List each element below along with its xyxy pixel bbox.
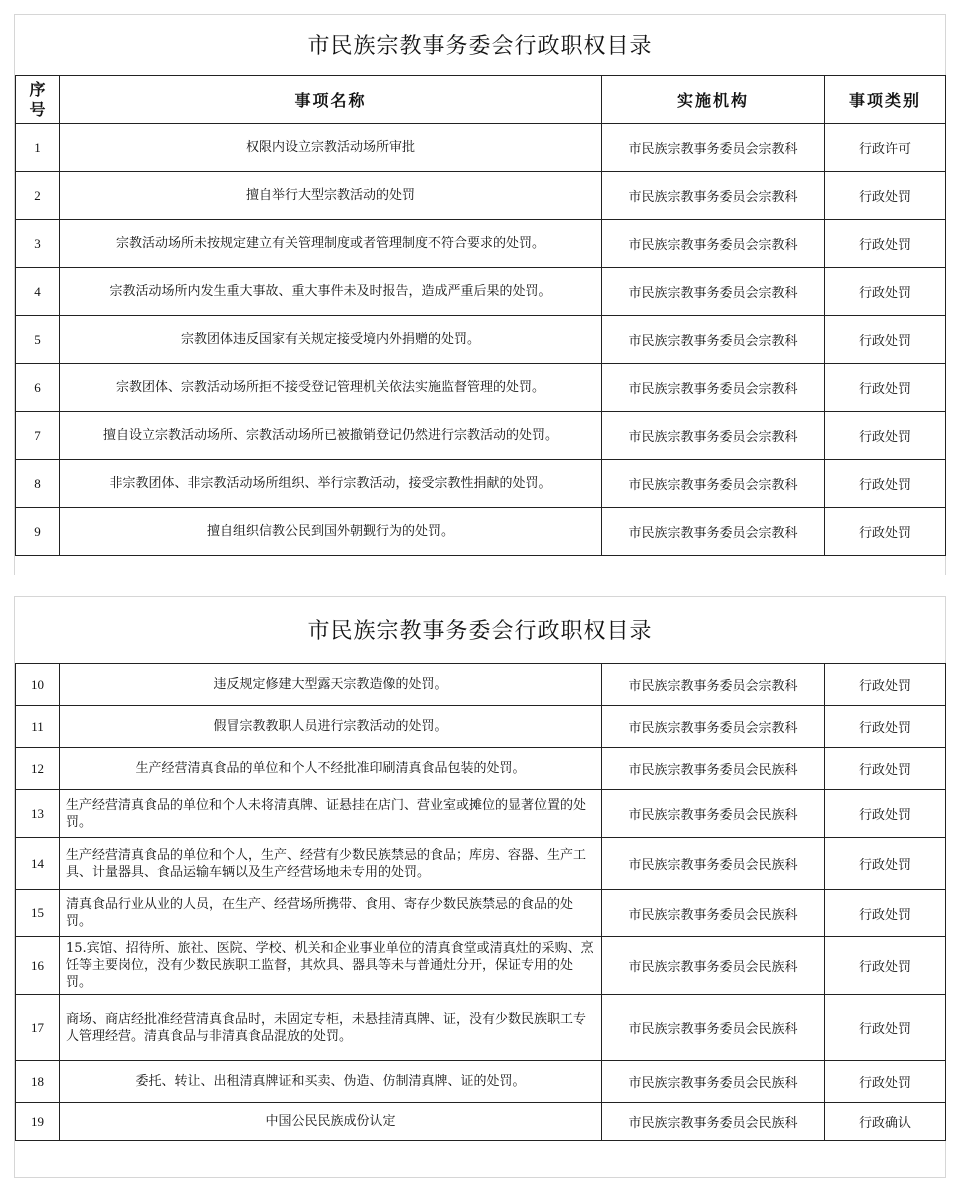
- row-number: 16: [16, 937, 60, 995]
- row-number: 17: [16, 995, 60, 1061]
- row-number: 18: [16, 1061, 60, 1103]
- row-number: 9: [16, 508, 60, 556]
- row-implementing-agency: 市民族宗教事务委员会宗教科: [602, 124, 825, 172]
- row-item-name: 擅自组织信教公民到国外朝觐行为的处罚。: [60, 508, 602, 556]
- row-implementing-agency: 市民族宗教事务委员会宗教科: [602, 316, 825, 364]
- table-row: [16, 838, 946, 890]
- row-implementing-agency: 市民族宗教事务委员会宗教科: [602, 220, 825, 268]
- table-row: [16, 220, 946, 268]
- row-number: 13: [16, 790, 60, 838]
- row-item-name: 宗教活动场所内发生重大事故、重大事件未及时报告，造成严重后果的处罚。: [60, 268, 602, 316]
- row-number: 1: [16, 124, 60, 172]
- row-item-category: 行政处罚: [825, 460, 946, 508]
- row-item-category: 行政处罚: [825, 220, 946, 268]
- table-row: [16, 1103, 946, 1141]
- row-number: 8: [16, 460, 60, 508]
- authority-table-1: [15, 75, 946, 556]
- row-item-name: 商场、商店经批准经营清真食品时，未固定专柜，未悬挂清真牌、证，没有少数民族职工专人管理经营。清真食品与非清真食品混放的处罚。: [60, 995, 602, 1061]
- row-number: 15: [16, 890, 60, 937]
- page-1: [14, 14, 946, 575]
- table-row: [16, 268, 946, 316]
- row-item-category: 行政处罚: [825, 664, 946, 706]
- row-number: 6: [16, 364, 60, 412]
- row-implementing-agency: 市民族宗教事务委员会宗教科: [602, 172, 825, 220]
- row-implementing-agency: 市民族宗教事务委员会宗教科: [602, 706, 825, 748]
- row-item-category: 行政处罚: [825, 937, 946, 995]
- row-item-name: 生产经营清真食品的单位和个人未将清真牌、证悬挂在店门、营业室或摊位的显著位置的处罚。: [60, 790, 602, 838]
- row-item-name: 生产经营清真食品的单位和个人，生产、经营有少数民族禁忌的食品；库房、容器、生产工具、计量器具、食品运输车辆以及生产经营场地未专用的处罚。: [60, 838, 602, 890]
- row-item-category: 行政处罚: [825, 838, 946, 890]
- row-item-category: 行政处罚: [825, 316, 946, 364]
- row-number: 19: [16, 1103, 60, 1141]
- row-item-name: 违反规定修建大型露天宗教造像的处罚。: [60, 664, 602, 706]
- table-row: [16, 748, 946, 790]
- row-implementing-agency: 市民族宗教事务委员会民族科: [602, 838, 825, 890]
- table-row: [16, 890, 946, 937]
- row-item-category: 行政处罚: [825, 890, 946, 937]
- table-row: [16, 124, 946, 172]
- row-item-category: 行政处罚: [825, 172, 946, 220]
- row-item-category: 行政处罚: [825, 1061, 946, 1103]
- row-implementing-agency: 市民族宗教事务委员会民族科: [602, 937, 825, 995]
- row-number: 5: [16, 316, 60, 364]
- authority-table-2: [15, 663, 946, 1141]
- row-item-category: 行政处罚: [825, 995, 946, 1061]
- row-item-category: 行政处罚: [825, 748, 946, 790]
- row-implementing-agency: 市民族宗教事务委员会民族科: [602, 995, 825, 1061]
- row-item-category: 行政处罚: [825, 706, 946, 748]
- table-row: [16, 172, 946, 220]
- table-row: [16, 412, 946, 460]
- row-item-name: 非宗教团体、非宗教活动场所组织、举行宗教活动，接受宗教性捐献的处罚。: [60, 460, 602, 508]
- row-number: 14: [16, 838, 60, 890]
- row-implementing-agency: 市民族宗教事务委员会民族科: [602, 790, 825, 838]
- row-item-name: 宗教团体违反国家有关规定接受境内外捐赠的处罚。: [60, 316, 602, 364]
- table-row: [16, 460, 946, 508]
- row-number: 3: [16, 220, 60, 268]
- row-item-name: 宗教团体、宗教活动场所拒不接受登记管理机关依法实施监督管理的处罚。: [60, 364, 602, 412]
- row-implementing-agency: 市民族宗教事务委员会宗教科: [602, 460, 825, 508]
- table-row: [16, 790, 946, 838]
- row-implementing-agency: 市民族宗教事务委员会宗教科: [602, 268, 825, 316]
- table-row: [16, 995, 946, 1061]
- table-row: [16, 364, 946, 412]
- row-number: 11: [16, 706, 60, 748]
- header-cat: 事项类别: [825, 76, 946, 124]
- table-header-row: [16, 76, 946, 124]
- row-implementing-agency: 市民族宗教事务委员会宗教科: [602, 508, 825, 556]
- table-row: [16, 937, 946, 995]
- table-row: [16, 664, 946, 706]
- page-2: [14, 596, 946, 1178]
- row-item-name: 擅自设立宗教活动场所、宗教活动场所已被撤销登记仍然进行宗教活动的处罚。: [60, 412, 602, 460]
- row-implementing-agency: 市民族宗教事务委员会民族科: [602, 748, 825, 790]
- row-item-name: 清真食品行业从业的人员，在生产、经营场所携带、食用、寄存少数民族禁忌的食品的处罚。: [60, 890, 602, 937]
- header-name: 事项名称: [60, 76, 602, 124]
- table-row: [16, 316, 946, 364]
- row-item-category: 行政处罚: [825, 790, 946, 838]
- row-item-name: 假冒宗教教职人员进行宗教活动的处罚。: [60, 706, 602, 748]
- row-item-category: 行政确认: [825, 1103, 946, 1141]
- row-implementing-agency: 市民族宗教事务委员会宗教科: [602, 412, 825, 460]
- document-title: 市民族宗教事务委会行政职权目录: [307, 34, 653, 59]
- row-item-name: 权限内设立宗教活动场所审批: [60, 124, 602, 172]
- row-item-name: 15.宾馆、招待所、旅社、医院、学校、机关和企业事业单位的清真食堂或清真灶的采购、烹饪等主要岗位，没有少数民族职工监督，其炊具、器具等未与普通灶分开，保证专用的处罚。: [60, 937, 602, 995]
- header-org: 实施机构: [602, 76, 825, 124]
- row-implementing-agency: 市民族宗教事务委员会宗教科: [602, 664, 825, 706]
- row-item-name: 中国公民民族成份认定: [60, 1103, 602, 1141]
- row-item-category: 行政处罚: [825, 268, 946, 316]
- row-item-name: 宗教活动场所未按规定建立有关管理制度或者管理制度不符合要求的处罚。: [60, 220, 602, 268]
- row-item-name: 擅自举行大型宗教活动的处罚: [60, 172, 602, 220]
- row-number: 4: [16, 268, 60, 316]
- row-item-name: 委托、转让、出租清真牌证和买卖、伪造、仿制清真牌、证的处罚。: [60, 1061, 602, 1103]
- row-item-category: 行政处罚: [825, 508, 946, 556]
- row-implementing-agency: 市民族宗教事务委员会民族科: [602, 890, 825, 937]
- row-number: 2: [16, 172, 60, 220]
- row-number: 10: [16, 664, 60, 706]
- row-implementing-agency: 市民族宗教事务委员会民族科: [602, 1061, 825, 1103]
- row-number: 7: [16, 412, 60, 460]
- table-row: [16, 1061, 946, 1103]
- row-item-category: 行政许可: [825, 124, 946, 172]
- row-number: 12: [16, 748, 60, 790]
- row-item-name: 生产经营清真食品的单位和个人不经批准印刷清真食品包装的处罚。: [60, 748, 602, 790]
- row-implementing-agency: 市民族宗教事务委员会民族科: [602, 1103, 825, 1141]
- row-item-category: 行政处罚: [825, 412, 946, 460]
- table-row: [16, 706, 946, 748]
- header-seq: 序号: [16, 76, 60, 124]
- row-implementing-agency: 市民族宗教事务委员会宗教科: [602, 364, 825, 412]
- document-title-repeat: 市民族宗教事务委会行政职权目录: [307, 619, 653, 644]
- table-row: [16, 508, 946, 556]
- row-item-category: 行政处罚: [825, 364, 946, 412]
